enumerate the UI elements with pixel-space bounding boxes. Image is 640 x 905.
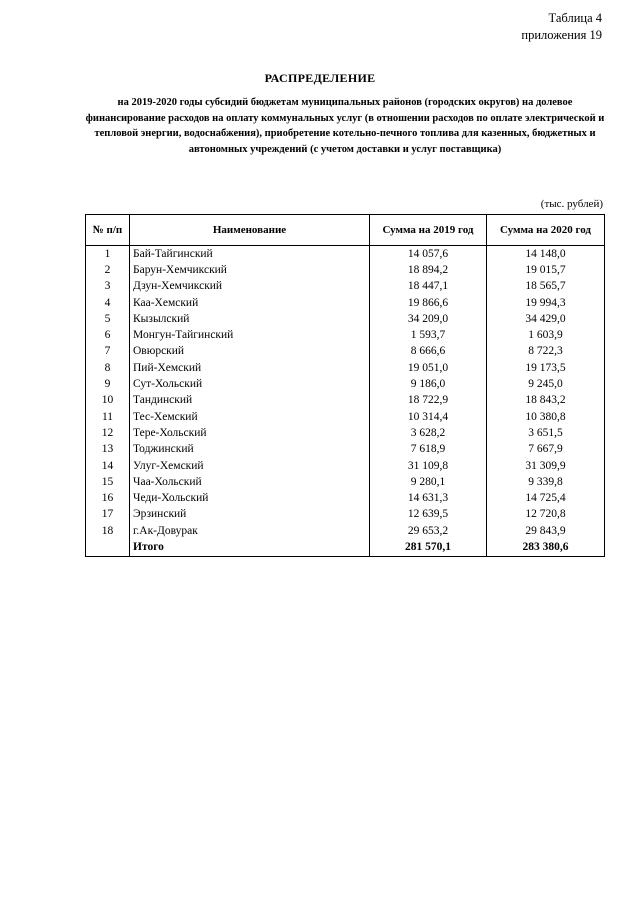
row-sum-2020: 19 994,3 [487, 295, 605, 311]
table-row [86, 442, 605, 458]
row-sum-2019: 12 639,5 [370, 507, 487, 523]
table-row [86, 279, 605, 295]
document-title: РАСПРЕДЕЛЕНИЕ [264, 71, 376, 85]
row-sum-2019: 14 057,6 [370, 246, 487, 263]
row-sum-2019: 31 109,8 [370, 458, 487, 474]
row-district-name: Овюрский [130, 344, 370, 360]
row-sum-2019: 18 894,2 [370, 262, 487, 278]
total-sum-2019: 281 570,1 [370, 539, 487, 556]
row-number: 15 [86, 474, 130, 490]
row-sum-2019: 9 186,0 [370, 376, 487, 392]
row-number: 12 [86, 425, 130, 441]
row-sum-2020: 8 722,3 [487, 344, 605, 360]
row-sum-2019: 18 722,9 [370, 393, 487, 409]
row-sum-2020: 34 429,0 [487, 311, 605, 327]
row-district-name: Тере-Хольский [130, 425, 370, 441]
row-district-name: Улуг-Хемский [130, 458, 370, 474]
row-sum-2020: 10 380,8 [487, 409, 605, 425]
row-sum-2019: 7 618,9 [370, 442, 487, 458]
table-row [86, 523, 605, 539]
row-number: 4 [86, 295, 130, 311]
row-number: 2 [86, 262, 130, 278]
table-row [86, 327, 605, 343]
row-district-name: Барун-Хемчикский [130, 262, 370, 278]
table-header-row [86, 215, 605, 246]
row-number: 1 [86, 246, 130, 263]
row-district-name: Пий-Хемский [130, 360, 370, 376]
row-sum-2020: 9 339,8 [487, 474, 605, 490]
table-number-label: Таблица 4 [548, 11, 602, 25]
row-district-name: Кызылский [130, 311, 370, 327]
row-number: 18 [86, 523, 130, 539]
row-sum-2020: 1 603,9 [487, 327, 605, 343]
row-district-name: Сут-Хольский [130, 376, 370, 392]
row-number: 9 [86, 376, 130, 392]
row-number: 3 [86, 279, 130, 295]
row-number: 11 [86, 409, 130, 425]
column-header-2019: Сумма на 2019 год [370, 215, 487, 246]
appendix-reference [521, 10, 602, 44]
row-sum-2019: 9 280,1 [370, 474, 487, 490]
row-district-name: г.Ак-Довурак [130, 523, 370, 539]
row-sum-2019: 29 653,2 [370, 523, 487, 539]
row-sum-2020: 19 173,5 [487, 360, 605, 376]
table-row [86, 246, 605, 263]
row-district-name: Чаа-Хольский [130, 474, 370, 490]
table-row [86, 458, 605, 474]
table-row [86, 490, 605, 506]
row-district-name: Бай-Тайгинский [130, 246, 370, 263]
row-sum-2020: 19 015,7 [487, 262, 605, 278]
row-number: 8 [86, 360, 130, 376]
row-number: 6 [86, 327, 130, 343]
row-sum-2019: 10 314,4 [370, 409, 487, 425]
row-district-name: Каа-Хемский [130, 295, 370, 311]
distribution-table [85, 214, 605, 557]
table-row [86, 474, 605, 490]
row-sum-2019: 14 631,3 [370, 490, 487, 506]
appendix-label: приложения 19 [521, 28, 602, 42]
row-sum-2020: 14 148,0 [487, 246, 605, 263]
table-row [86, 409, 605, 425]
table-total-row [86, 539, 605, 556]
row-sum-2020: 3 651,5 [487, 425, 605, 441]
table-row [86, 393, 605, 409]
row-sum-2020: 18 843,2 [487, 393, 605, 409]
row-sum-2019: 8 666,6 [370, 344, 487, 360]
total-number-cell [86, 539, 130, 556]
column-header-2020: Сумма на 2020 год [487, 215, 605, 246]
row-sum-2019: 19 051,0 [370, 360, 487, 376]
row-sum-2019: 1 593,7 [370, 327, 487, 343]
table-row [86, 311, 605, 327]
column-header-name: Наименование [130, 215, 370, 246]
row-sum-2020: 18 565,7 [487, 279, 605, 295]
row-sum-2020: 7 667,9 [487, 442, 605, 458]
row-district-name: Чеди-Хольский [130, 490, 370, 506]
table-row [86, 262, 605, 278]
row-district-name: Дзун-Хемчикский [130, 279, 370, 295]
table-row [86, 295, 605, 311]
row-district-name: Тоджинский [130, 442, 370, 458]
table-row [86, 344, 605, 360]
column-header-number: № п/п [86, 215, 130, 246]
row-sum-2020: 12 720,8 [487, 507, 605, 523]
table-row [86, 507, 605, 523]
row-district-name: Монгун-Тайгинский [130, 327, 370, 343]
total-label: Итого [130, 539, 370, 556]
row-sum-2019: 19 866,6 [370, 295, 487, 311]
row-district-name: Тес-Хемский [130, 409, 370, 425]
row-number: 7 [86, 344, 130, 360]
row-number: 17 [86, 507, 130, 523]
table-row [86, 376, 605, 392]
total-sum-2020: 283 380,6 [487, 539, 605, 556]
row-number: 13 [86, 442, 130, 458]
row-number: 5 [86, 311, 130, 327]
row-sum-2019: 34 209,0 [370, 311, 487, 327]
table-row [86, 425, 605, 441]
row-sum-2020: 29 843,9 [487, 523, 605, 539]
document-subtitle: на 2019-2020 годы субсидий бюджетам муниципальных районов (городских округов) на долевое финансирование расходов на оплату коммунальных услуг (в отношении расходов по оплате электрической и тепловой энергии, водоснабжения), приобретение котельно-печного топлива для казенных, бюджетных и автономных учреждений (с учетом доставки и услуг поставщика) [85, 97, 605, 155]
table-body [86, 246, 605, 557]
row-sum-2020: 9 245,0 [487, 376, 605, 392]
row-sum-2019: 18 447,1 [370, 279, 487, 295]
row-sum-2019: 3 628,2 [370, 425, 487, 441]
row-district-name: Эрзинский [130, 507, 370, 523]
row-number: 10 [86, 393, 130, 409]
row-number: 14 [86, 458, 130, 474]
row-district-name: Тандинский [130, 393, 370, 409]
row-sum-2020: 31 309,9 [487, 458, 605, 474]
units-label: (тыс. рублей) [540, 198, 603, 210]
row-sum-2020: 14 725,4 [487, 490, 605, 506]
row-number: 16 [86, 490, 130, 506]
table-row [86, 360, 605, 376]
